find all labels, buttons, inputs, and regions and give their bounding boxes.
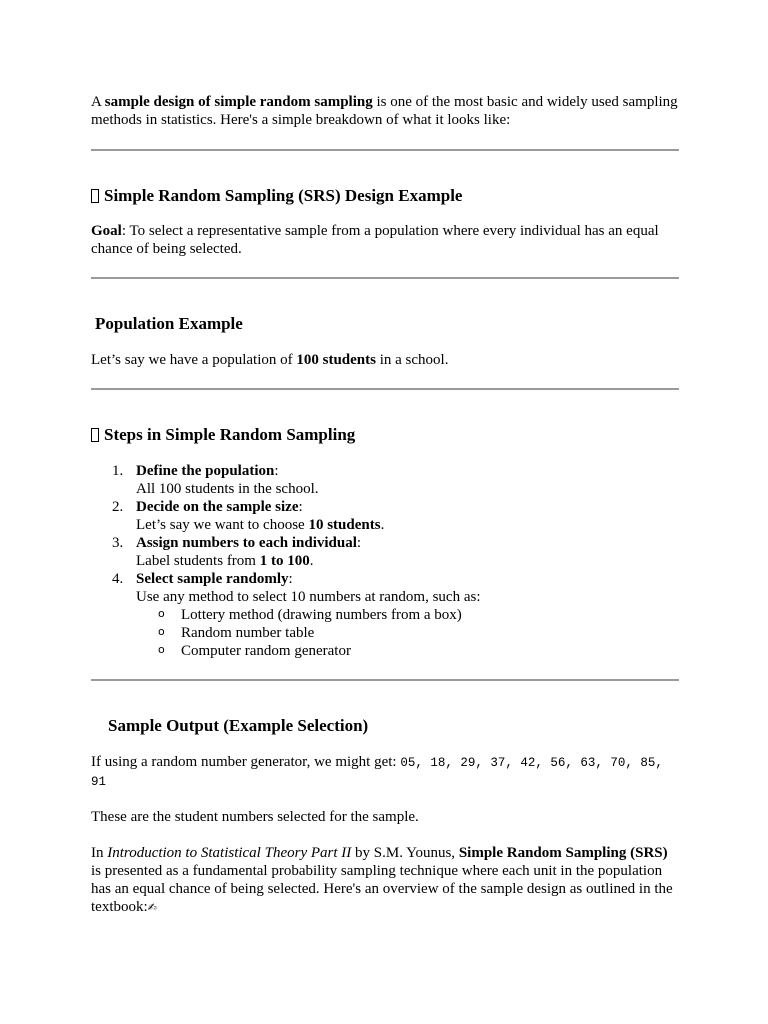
bullet-icon: o	[158, 607, 165, 620]
step-detail: All 100 students in the school.	[136, 481, 319, 497]
missing-glyph-icon	[91, 189, 99, 203]
step-detail-bold: 1 to 100	[259, 553, 310, 569]
rng-numbers: 05, 18, 29, 37, 42, 56, 63, 70, 85, 91	[91, 756, 663, 789]
missing-glyph-icon	[91, 428, 99, 442]
divider-1	[91, 149, 679, 151]
section-heading-sample-output: Sample Output (Example Selection)	[108, 716, 369, 735]
goal-label: Goal	[91, 223, 122, 239]
divider-2	[91, 277, 679, 279]
selected-paragraph: These are the student numbers selected for the sample.	[91, 809, 419, 825]
step-detail: Label students from	[136, 553, 260, 569]
step-detail: Use any method to select 10 numbers at random, such as:	[136, 589, 481, 605]
book-rest: is presented as a fundamental probability sampling technique where each unit in the population has an equal chance of being selected. Here's an overview of the sample design as outlined in the textbook:	[91, 863, 673, 915]
section-heading-text: Steps in Simple Random Sampling	[104, 425, 356, 444]
writing-hand-icon: ✍	[147, 901, 157, 914]
list-item	[91, 498, 679, 534]
step-title: Assign numbers to each individual	[136, 535, 357, 551]
step-detail-suffix: .	[380, 517, 385, 533]
step-colon: :	[356, 535, 362, 551]
population-bold: 100 students	[296, 352, 376, 368]
intro-prefix: A	[91, 94, 105, 110]
goal-text: : To select a representative sample from a population where every individual has an equal chance of being selected.	[91, 223, 659, 257]
book-title: Introduction to Statistical Theory Part II	[107, 845, 352, 861]
step-number: 1.	[112, 463, 124, 479]
document-body	[91, 93, 679, 917]
list-item	[91, 462, 679, 498]
step-number: 3.	[112, 535, 124, 551]
step-title: Define the population	[136, 463, 275, 479]
book-in: In	[91, 845, 108, 861]
divider-3	[91, 388, 679, 390]
book-bold: Simple Random Sampling (SRS)	[458, 845, 668, 861]
method-label: Lottery method (drawing numbers from a box)	[181, 607, 462, 623]
section-heading-text: Simple Random Sampling (SRS) Design Example	[104, 186, 463, 205]
section-heading-srs-design	[91, 186, 679, 206]
step-detail-suffix: .	[309, 553, 314, 569]
population-prefix: Let’s say we have a population of	[91, 352, 297, 368]
goal-paragraph	[91, 222, 679, 258]
step-number: 2.	[112, 499, 124, 515]
section-heading-population: Population Example	[95, 314, 243, 333]
divider-4	[91, 679, 679, 681]
step-detail: Let’s say we want to choose	[136, 517, 309, 533]
rng-paragraph	[91, 753, 679, 791]
step-number: 4.	[112, 571, 124, 587]
list-item	[91, 642, 679, 660]
steps-list	[91, 462, 679, 660]
method-label: Random number table	[181, 625, 315, 641]
step-colon: :	[298, 499, 303, 515]
intro-suffix: is one of the most basic and widely used sampling methods in statistics. Here's a simple breakdown of what it looks like:	[91, 94, 678, 128]
textbook-paragraph	[91, 844, 679, 917]
list-item	[91, 570, 679, 660]
step-colon: :	[288, 571, 293, 587]
population-suffix: in a school.	[375, 352, 449, 368]
section-heading-steps	[91, 425, 679, 445]
list-item	[91, 606, 679, 624]
list-item	[91, 534, 679, 570]
population-paragraph	[91, 351, 679, 369]
methods-list	[136, 606, 679, 660]
book-author: by S.M. Younus,	[351, 845, 459, 861]
step-title: Select sample randomly	[136, 571, 289, 587]
intro-bold: sample design of simple random sampling	[104, 94, 373, 110]
method-label: Computer random generator	[181, 643, 351, 659]
step-title: Decide on the sample size	[136, 499, 299, 515]
bullet-icon: o	[158, 625, 165, 638]
step-detail-bold: 10 students	[308, 517, 381, 533]
list-item	[91, 624, 679, 642]
step-colon: :	[274, 463, 279, 479]
intro-paragraph	[91, 93, 679, 129]
rng-prefix: If using a random number generator, we might get:	[91, 754, 401, 770]
bullet-icon: o	[158, 643, 165, 656]
